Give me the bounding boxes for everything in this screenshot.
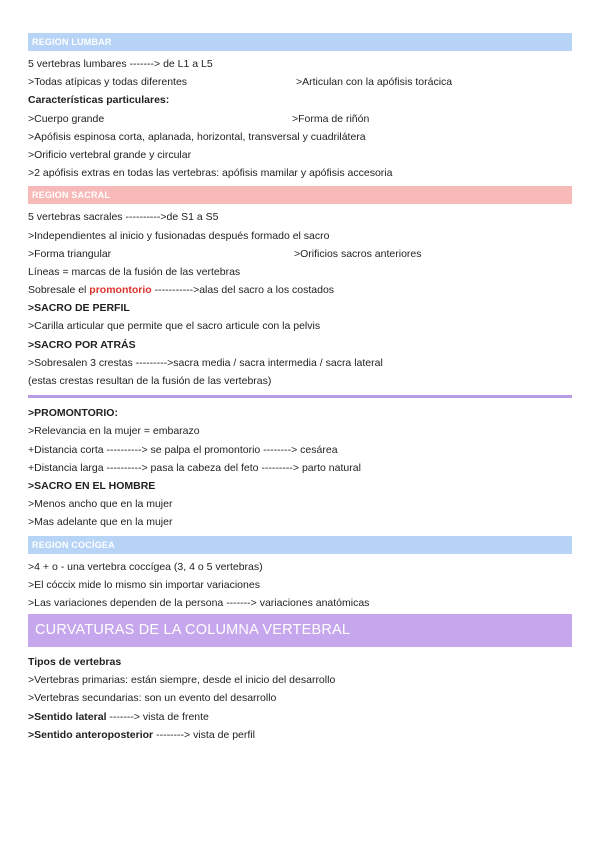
section-divider bbox=[28, 395, 572, 398]
text-pre: Sobresale el bbox=[28, 284, 90, 297]
text-line: >2 apófisis extras en todas las vertebras: apófisis mamilar y apófisis accesoria bbox=[28, 167, 393, 180]
text-line-promontorio bbox=[28, 281, 572, 299]
section-heading-lumbar: REGION LUMBAR bbox=[28, 33, 572, 51]
text-line: >4 + o - una vertebra coccígea (3, 4 o 5 vertebras) bbox=[28, 560, 263, 573]
text-line: >Menos ancho que en la mujer bbox=[28, 498, 173, 511]
text-line-two-col bbox=[28, 110, 572, 128]
text-line: >Sobresalen 3 crestas --------->sacra media / sacra intermedia / sacra lateral bbox=[28, 356, 383, 369]
text-bold: >Sentido lateral bbox=[28, 710, 107, 723]
text-line: >Relevancia en la mujer = embarazo bbox=[28, 425, 200, 438]
text-line-sentido-lateral bbox=[28, 708, 572, 726]
text-line: >Independientes al inicio y fusionadas después formado el sacro bbox=[28, 229, 330, 242]
subheading: >SACRO EN EL HOMBRE bbox=[28, 479, 156, 492]
text-line: Líneas = marcas de la fusión de las vertebras bbox=[28, 265, 241, 278]
text-right: >Forma de riñón bbox=[292, 112, 370, 125]
text-line: >Las variaciones dependen de la persona -------> variaciones anatómicas bbox=[28, 596, 370, 609]
section-heading-curvaturas: CURVATURAS DE LA COLUMNA VERTEBRAL bbox=[28, 614, 572, 647]
text-line: >Carilla articular que permite que el sacro articule con la pelvis bbox=[28, 320, 321, 333]
text-left: >Cuerpo grande bbox=[28, 112, 105, 125]
document-page bbox=[28, 33, 572, 744]
text-line: 5 vertebras lumbares -------> de L1 a L5 bbox=[28, 58, 213, 70]
section-heading-coccygeal: REGION COCÍGEA bbox=[28, 536, 572, 554]
text-line-two-col bbox=[28, 245, 572, 263]
text-line-two-col bbox=[28, 73, 572, 91]
text-rest: --------> vista de perfil bbox=[153, 728, 255, 741]
text-line: (estas crestas resultan de la fusión de las vertebras) bbox=[28, 375, 272, 387]
subheading: >SACRO DE PERFIL bbox=[28, 302, 130, 315]
highlight-promontorio: promontorio bbox=[89, 284, 152, 297]
subheading: Tipos de vertebras bbox=[28, 656, 122, 669]
text-left: >Todas atípicas y todas diferentes bbox=[28, 76, 188, 89]
section-heading-sacral: REGION SACRAL bbox=[28, 186, 572, 204]
text-right: >Articulan con la apófisis torácica bbox=[296, 76, 453, 89]
text-line: +Distancia larga ----------> pasa la cabeza del feto ---------> parto natural bbox=[28, 461, 361, 474]
text-rest: -------> vista de frente bbox=[106, 710, 209, 723]
text-line: >Orificio vertebral grande y circular bbox=[28, 148, 192, 161]
text-bold: >Sentido anteroposterior bbox=[28, 728, 154, 741]
text-line: >Mas adelante que en la mujer bbox=[28, 516, 173, 529]
text-line: >Vertebras primarias: están siempre, desde el inicio del desarrollo bbox=[28, 674, 336, 687]
text-line: >El cóccix mide lo mismo sin importar variaciones bbox=[28, 578, 260, 591]
text-line: >Apófisis espinosa corta, aplanada, horizontal, transversal y cuadrilátera bbox=[28, 130, 366, 143]
text-line: 5 vertebras sacrales ---------->de S1 a S5 bbox=[28, 211, 219, 224]
subheading: >PROMONTORIO: bbox=[28, 407, 118, 420]
text-line: +Distancia corta ----------> se palpa el promontorio --------> cesárea bbox=[28, 443, 338, 456]
subheading: >SACRO POR ATRÁS bbox=[28, 338, 136, 351]
text-right: >Orificios sacros anteriores bbox=[294, 247, 422, 260]
subheading: Características particulares: bbox=[28, 94, 170, 107]
text-post: ----------->alas del sacro a los costados bbox=[151, 284, 335, 297]
text-line: >Vertebras secundarias: son un evento del desarrollo bbox=[28, 692, 277, 705]
text-line-sentido-anteroposterior bbox=[28, 726, 572, 744]
text-left: >Forma triangular bbox=[28, 247, 112, 260]
